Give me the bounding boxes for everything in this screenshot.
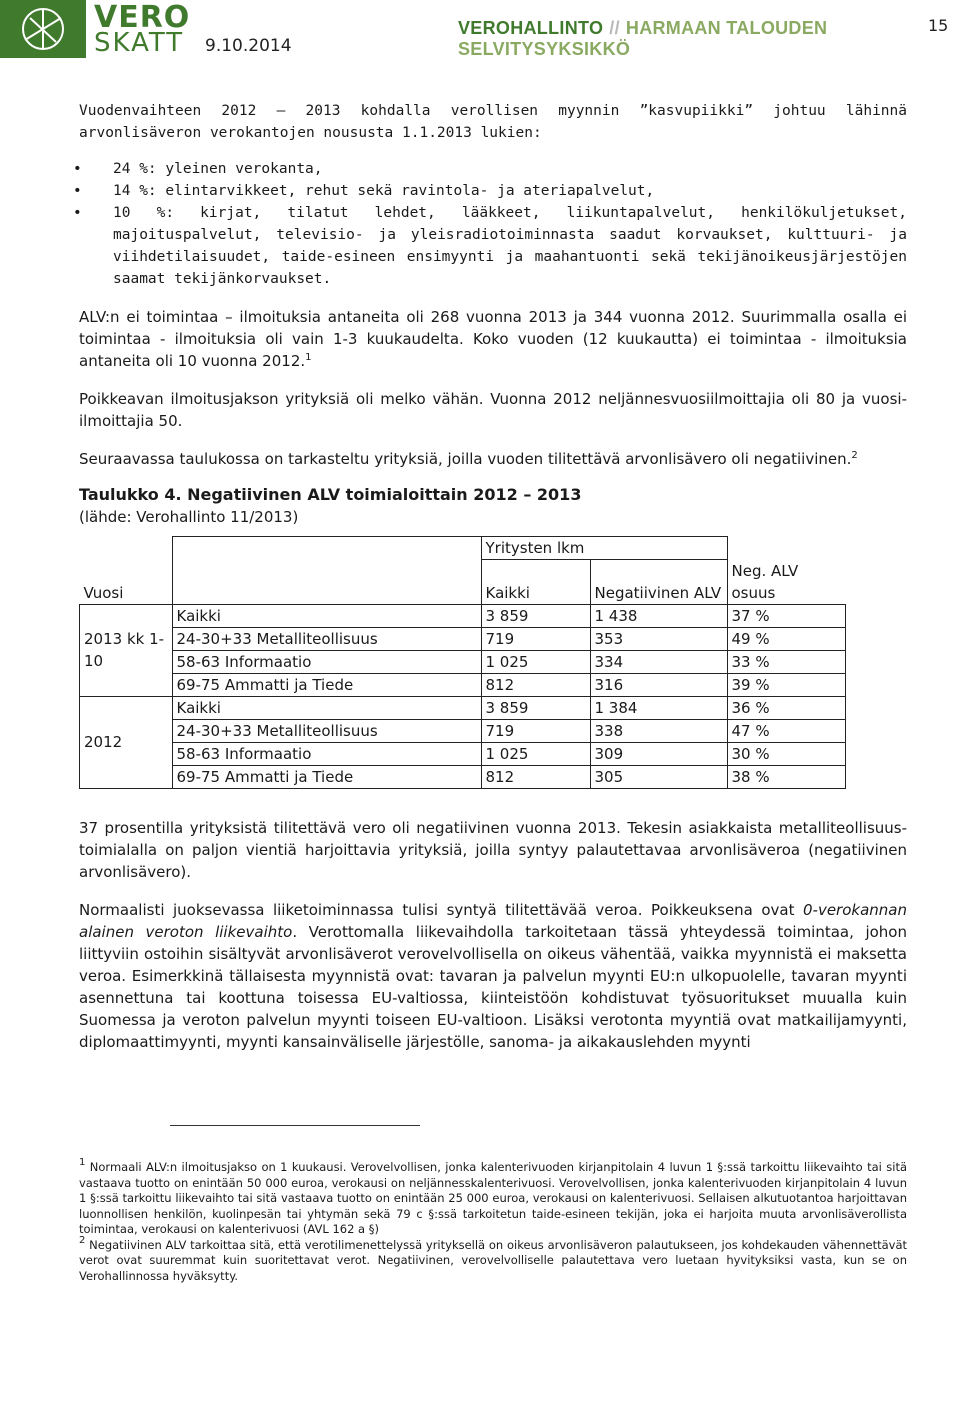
page-header [0,0,960,62]
footnote-ref-2[interactable]: 2 [851,450,858,461]
org-name-primary: VEROHALLINTO [458,18,604,38]
column-header-share: Neg. ALV osuus [731,561,799,602]
org-separator: // [609,18,620,38]
table-row: 58-63 Informaatio 1 025 309 30 % [80,742,846,765]
list-item: • 10 %: kirjat, tilatut lehdet, lääkkeet, liikuntapalvelut, henkilökuljetukset, majoituspalvelut, televisio- ja yleisradiotoiminnasta saadut korvaukset, kulttuuri- ja viihdetilaisuudet, taide-esineen ensimyynti ja maahantuonti sekä tekijänoikeusjärjestöjen saamat tekijänkorvaukset. [79,202,907,290]
column-header-year: Vuosi [83,583,124,602]
group-header-cell: Yritysten lkm [481,537,727,560]
document-date: 9.10.2014 [205,36,292,56]
footnote-2: $^2$ Negatiivinen ALV tarkoittaa sitä, että verotilimenettelyssä yrityksellä on oikeus arvonlisäveron palautukseen, jos kohdekauden vähennettävät verot ovat suuremmat kuin suoritettavat verot. Negatiivinen, verovelvolliselle palautettava vero luetaan hyvityksiksi vasta, kun se on Verohallinnossa hyväksytty. [79,1234,908,1283]
year-cell: 2013 kk 1-10 [80,604,173,696]
footnote-ref-1[interactable]: 1 [305,352,312,363]
logo-vero-text: VERO [94,0,191,35]
vero-logo-emblem [0,0,86,58]
paragraph-exempt-sales: Normaalisti juoksevassa liiketoiminnassa tulisi syntyä tilitettävää veroa. Poikkeuksena ovat 0-verokannan alainen veroton liikevaihto. Verottomalla liikevaihdolla tarkoitetaan tässä yhteydessä toimintaa, johon liittyviin ostoihin sisältyvät arvonlisäverot verovelvollisella on oikeus vähentää, vaikka myynnistä ei maksetta veroa. Esimerkkinä tällaisesta myynnistä ovat: tavaran ja palvelun myynti EU:n ulkopuolelle, tavaran myynti asennettuna tai koottuna toisessa EU-valtiossa, kiinteistöön kohdistuvat työsuoritukset muualla kuin Suomessa ja veroton palvelun myynti toiseen EU-valtioon. Lisäksi verotonta myyntiä ovat matkailijamyynti, diplomaattimyynti, myynti kansainväliselle järjestölle, sanoma- ja aikakauslehden myynti [79,900,907,1051]
document-body [79,100,907,1053]
table-row: 24-30+33 Metalliteollisuus 719 353 49 % [80,627,846,650]
list-item: • 24 %: yleinen verokanta, [79,158,907,180]
vat-rate-list [79,158,907,290]
table-source: (lähde: Verohallinto 11/2013) [79,508,299,526]
table-title: Taulukko 4. Negatiivinen ALV toimialoittain 2012 – 2013 [79,485,582,504]
paragraph-period: Poikkeavan ilmoitusjakson yrityksiä oli melko vähän. Vuonna 2012 neljännesvuosiilmoittajia oli 80 ja vuosi-ilmoittajia 50. [79,390,907,430]
paragraph-analysis: 37 prosentilla yrityksistä tilitettävä vero oli negatiivinen vuonna 2013. Tekesin asiakkaista metalliteollisuus-toimialalla on paljon vientiä harjoittavia yrityksiä, joilla syntyy palautettavaa arvonlisäveroa (negatiivinen arvonlisävero). [79,818,907,881]
page-number: 15 [928,16,949,35]
table-row: 24-30+33 Metalliteollisuus 719 338 47 % [80,719,846,742]
table-header-row [80,537,846,560]
paragraph-table-intro: Seuraavassa taulukossa on tarkasteltu yrityksiä, joilla vuoden tilitettävä arvonlisävero oli negatiivinen.$^2$ [79,450,858,468]
organization-name [458,18,960,60]
column-header-count: Kaikki [481,560,590,605]
table-row: 2013 kk 1-10 Kaikki 3 859 1 438 37 % [80,604,846,627]
intro-paragraph: Vuodenvaihteen 2012 – 2013 kohdalla verollisen myynnin ”kasvupiikki” johtuu lähinnä arvonlisäveron verokantojen noususta 1.1.2013 lukien: [79,103,907,141]
table-row: 69-75 Ammatti ja Tiede 812 316 39 % [80,673,846,696]
emphasized-term: 0-verokannan alainen veroton liikevaihto [79,900,907,941]
footnote-divider [170,1125,420,1126]
table-row: 2012 Kaikki 3 859 1 384 36 % [80,696,846,719]
logo-skatt-text: SKATT [94,28,185,58]
list-item: • 14 %: elintarvikkeet, rehut sekä ravintola- ja ateriapalvelut, [79,180,907,202]
org-name-unit: HARMAAN TALOUDEN SELVITYSYKSIKKÖ [458,18,828,59]
footnote-1: $^1$ Normaali ALV:n ilmoitusjakso on 1 kuukausi. Verovelvollisen, jonka kalenterivuoden kirjanpitolain 4 luvun 1 §:ssä tarkoittu liikevaihto tai sitä vastaava tuotto on enintään 50 000 euroa, verokausi on neljännesskalenterivuosi. Verovelvollisen, jonka kalenterivuoden kirjanpitolain 4 luvun 1 §:ssä tarkoittu liikevaihto tai sitä vastaava tuotto on enintään 25 000 euroa, verokausi on kalenterivuosi. Sellaisen alkutuotantoa harjoittavan luonnollisen henkilön, kuolinpesän tai yhtymän sekä 79 c §:ssä tarkoitetun taide-esineen tekijän, joka ei harjoita muuta arvonlisäverollista toimintaa, verokausi on kalenterivuosi (AVL 162 a §) [79,1157,908,1236]
year-cell: 2012 [80,696,173,788]
footnotes [79,1157,908,1284]
table-row: 69-75 Ammatti ja Tiede 812 305 38 % [80,765,846,788]
table-row: 58-63 Informaatio 1 025 334 33 % [80,650,846,673]
column-header-negative: Negatiivinen ALV [590,560,727,605]
table-header-row [80,560,846,605]
paragraph-alv-inactive: ALV:n ei toimintaa – ilmoituksia antaneita oli 268 vuonna 2013 ja 344 vuonna 2012. Suurimmalla osalla ei toimintaa - ilmoituksia oli vain 1-3 kuukaudelta. Koko vuoden (12 kuukautta) ei toimintaa - ilmoituksia antaneita oli 10 vuonna 2012.$^1$ [79,308,907,370]
negative-vat-table [79,536,846,789]
